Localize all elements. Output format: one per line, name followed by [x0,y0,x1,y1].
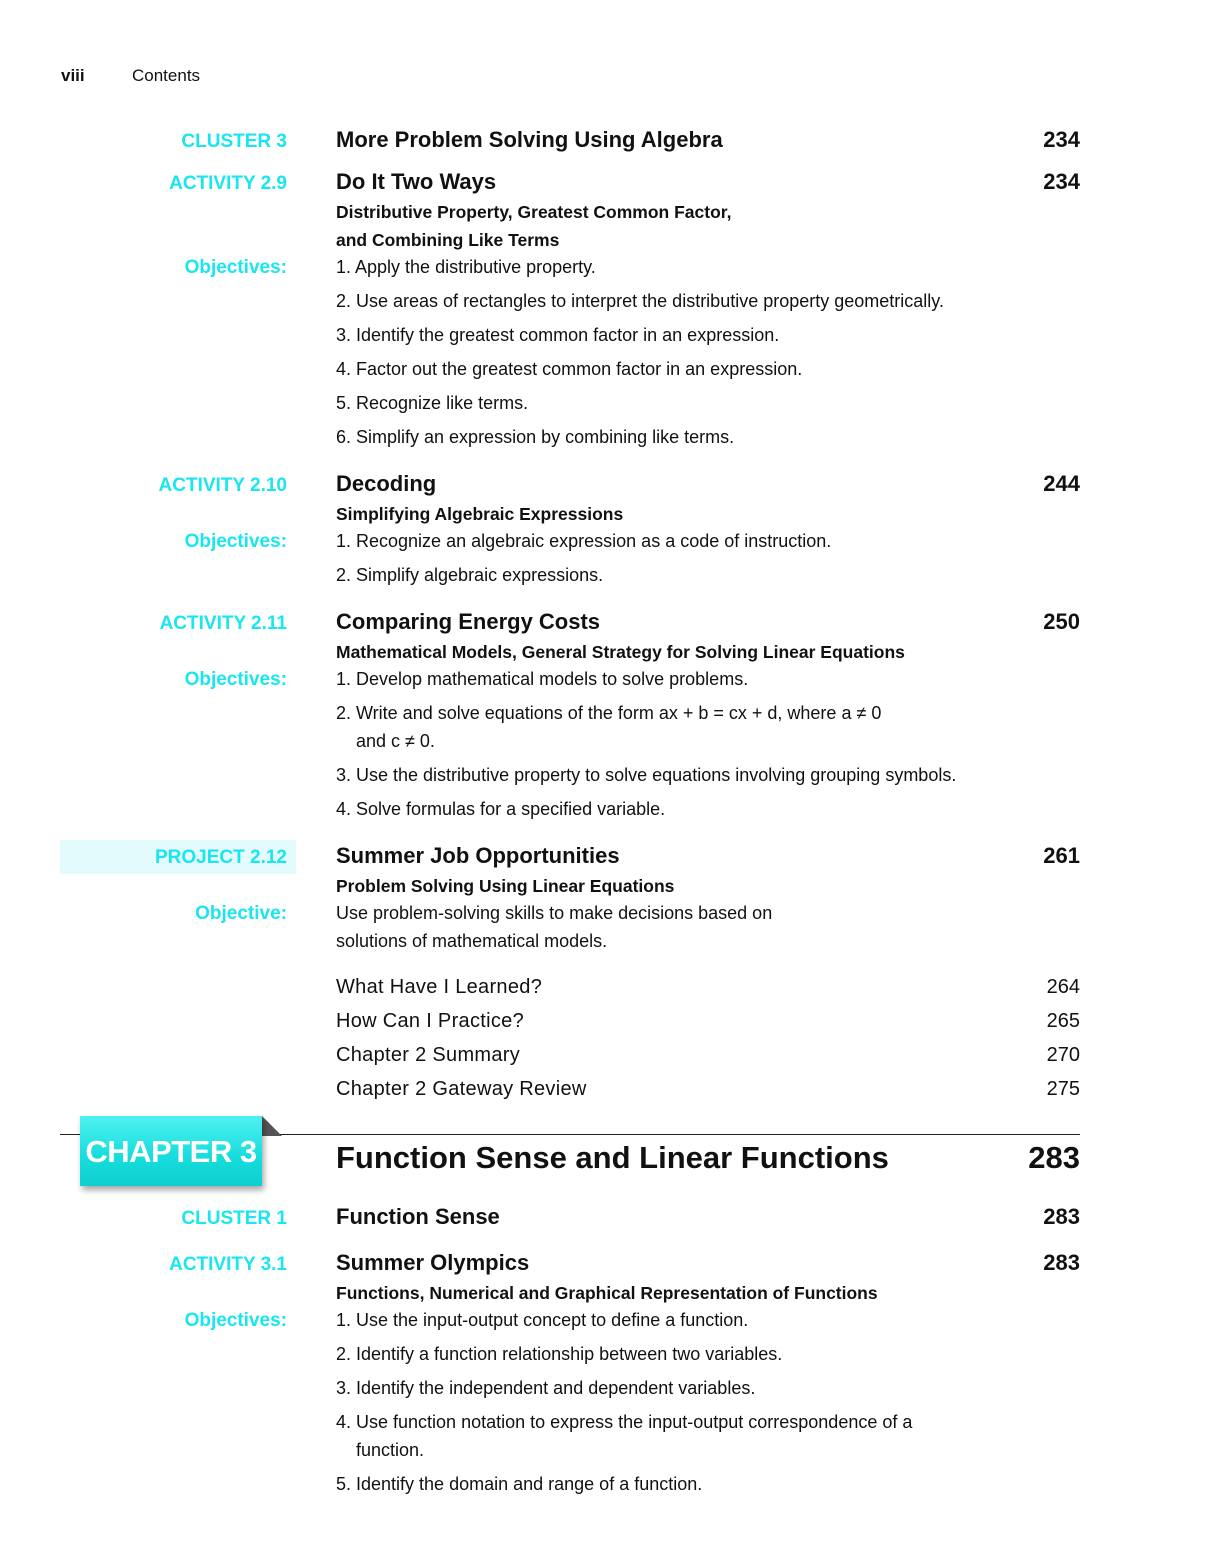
project-title[interactable]: Summer Job Opportunities [336,843,620,868]
objective-item: 5. Recognize like terms. [336,393,529,413]
activity-page: 234 [1043,169,1080,194]
chapter-end-item[interactable]: What Have I Learned? [336,976,543,998]
activity-subtitle: Distributive Property, Greatest Common Factor, [336,202,732,222]
chapter-page: 283 [1028,1140,1080,1175]
chapter-end-item[interactable]: Chapter 2 Gateway Review [336,1078,587,1100]
activity-title[interactable]: Do It Two Ways [336,169,497,194]
objectives-label: Objectives: [184,531,287,552]
activity-label: ACTIVITY 2.11 [159,613,287,634]
cluster-label: CLUSTER 1 [181,1208,287,1229]
activity-label: ACTIVITY 2.9 [169,173,287,194]
objective-text: Use problem-solving skills to make decisions based on [336,903,773,923]
chapter-end-item[interactable]: How Can I Practice? [336,1010,524,1032]
objective-item-continued: function. [356,1440,425,1460]
objective-item: 3. Use the distributive property to solve equations involving grouping symbols. [336,765,957,785]
objective-item: 4. Solve formulas for a specified variable. [336,799,666,819]
activity-subtitle: Mathematical Models, General Strategy for Solving Linear Equations [336,642,905,662]
objective-item: 4. Use function notation to express the input-output correspondence of a [336,1412,913,1432]
chapter-end-page: 275 [1046,1078,1080,1100]
activity-title[interactable]: Comparing Energy Costs [336,609,601,634]
objective-text: solutions of mathematical models. [336,931,608,951]
objectives-label: Objectives: [184,257,287,278]
objective-item-continued: and c ≠ 0. [356,731,435,751]
chapter-tab [80,1116,262,1186]
chapter-tab-fold [262,1116,282,1136]
activity-subtitle: Functions, Numerical and Graphical Representation of Functions [336,1283,878,1303]
objective-item: 3. Identify the greatest common factor in an expression. [336,325,780,345]
project-page: 261 [1043,843,1080,868]
page-number: viii [61,66,85,85]
activity-label: ACTIVITY 3.1 [169,1254,287,1275]
chapter-end-item[interactable]: Chapter 2 Summary [336,1044,521,1066]
objective-item: 1. Recognize an algebraic expression as a code of instruction. [336,531,832,551]
objectives-label: Objectives: [184,1310,287,1331]
cluster-page: 283 [1043,1204,1080,1229]
objective-item: 4. Factor out the greatest common factor in an expression. [336,359,803,379]
chapter-end-page: 265 [1046,1010,1080,1032]
activity-subtitle: and Combining Like Terms [336,230,560,250]
objectives-label: Objectives: [184,669,287,690]
objective-item: 2. Simplify algebraic expressions. [336,565,604,585]
running-head-title: Contents [132,66,201,85]
objective-item: 5. Identify the domain and range of a function. [336,1474,703,1494]
cluster-title[interactable]: More Problem Solving Using Algebra [336,127,723,152]
activity-title[interactable]: Summer Olympics [336,1250,530,1275]
objective-item: 2. Use areas of rectangles to interpret the distributive property geometrically. [336,291,944,311]
activity-page: 244 [1043,471,1080,496]
cluster-label: CLUSTER 3 [181,131,287,152]
activity-page: 250 [1043,609,1080,634]
objective-item: 6. Simplify an expression by combining like terms. [336,427,735,447]
objective-item: 2. Identify a function relationship between two variables. [336,1344,783,1364]
chapter-end-page: 264 [1046,976,1080,998]
objective-item: 1. Apply the distributive property. [336,257,596,277]
project-label: PROJECT 2.12 [155,847,287,868]
activity-page: 283 [1043,1250,1080,1275]
cluster-title[interactable]: Function Sense [336,1204,500,1229]
objective-item: 1. Use the input-output concept to define a function. [336,1310,749,1330]
activity-label: ACTIVITY 2.10 [158,475,287,496]
chapter-end-page: 270 [1046,1044,1080,1066]
project-subtitle: Problem Solving Using Linear Equations [336,876,675,896]
objective-label: Objective: [195,903,287,924]
activity-title[interactable]: Decoding [336,471,437,496]
chapter-tab-label: CHAPTER 3 [85,1134,257,1169]
cluster-page: 234 [1043,127,1080,152]
activity-subtitle: Simplifying Algebraic Expressions [336,504,624,524]
objective-item: 1. Develop mathematical models to solve problems. [336,669,749,689]
chapter-title[interactable]: Function Sense and Linear Functions [336,1140,889,1175]
objective-item: 2. Write and solve equations of the form ax + b = cx + d, where a ≠ 0 [336,703,882,723]
objective-item: 3. Identify the independent and dependent variables. [336,1378,756,1398]
